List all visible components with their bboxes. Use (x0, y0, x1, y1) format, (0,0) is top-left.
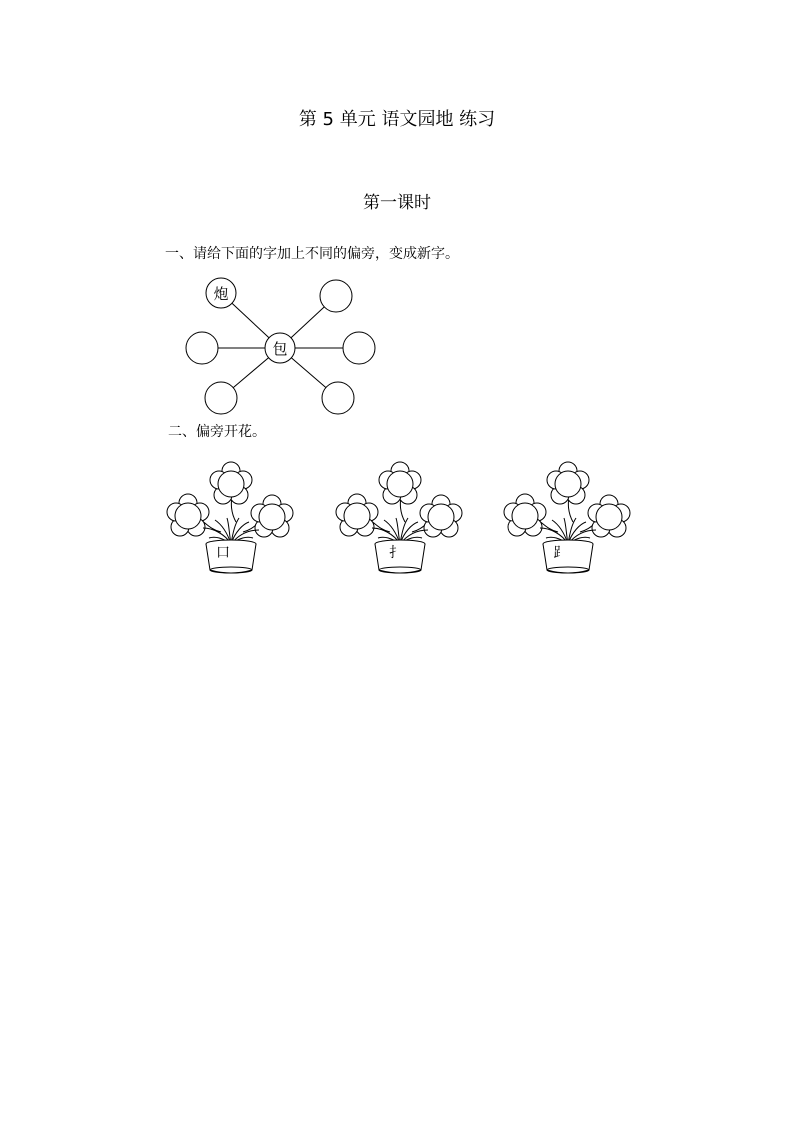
flower-pot-3 (504, 462, 630, 573)
question-2-prompt: 二、偏旁开花。 (168, 424, 266, 440)
pot-radical-label: 口 (216, 545, 230, 561)
pot-radical-label: 扌 (389, 545, 403, 561)
flower-pot-1 (167, 462, 293, 573)
center-char: 包 (272, 340, 288, 358)
example-char: 炮 (213, 285, 229, 303)
flower-pot-2 (336, 462, 462, 573)
document-title: 第 5 单元 语文园地 练习 (298, 109, 496, 130)
question-1-prompt: 一、请给下面的字加上不同的偏旁，变成新字。 (165, 246, 459, 262)
pot-radical-label: ⻊ (553, 545, 567, 561)
lesson-title: 第一课时 (363, 193, 431, 213)
